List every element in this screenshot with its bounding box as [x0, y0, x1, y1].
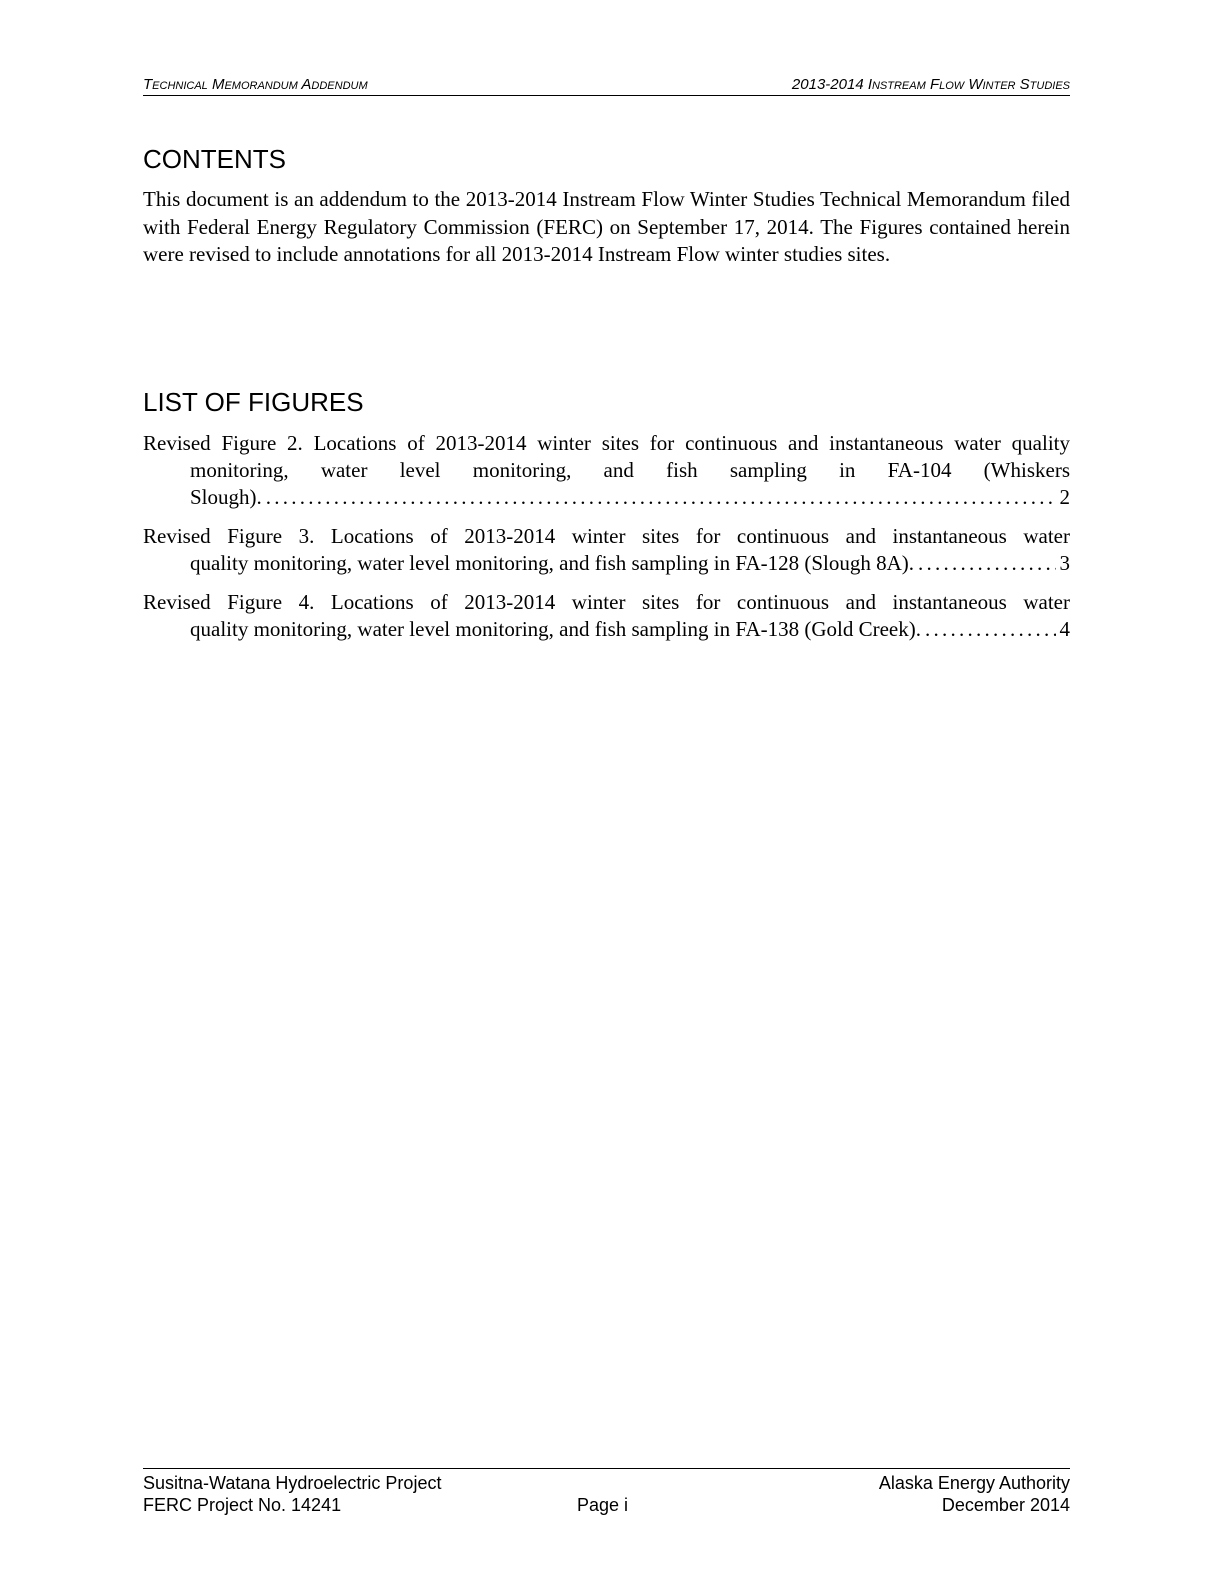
figure-entry-leader-row: [190, 550, 1070, 577]
figure-entry-leader-row: [190, 616, 1070, 643]
footer-authority: Alaska Energy Authority: [878, 1473, 1070, 1493]
figure-entry-caption-end: Slough).: [190, 485, 262, 509]
contents-paragraph: This document is an addendum to the 2013-2014 Instream Flow Winter Studies Technical Memorandum filed with Federal Energy Regulatory Commission (FERC) on September 17, 2014. The Figures contained herein were revised to include annotations for all 2013-2014 Instream Flow winter studies sites.: [143, 187, 1070, 266]
figure-entry-leader-row: [190, 484, 1070, 511]
figure-entry-3[interactable]: [143, 523, 1070, 577]
footer-rule: [143, 1468, 1070, 1469]
figure-entry-2[interactable]: [143, 430, 1070, 511]
list-of-figures: [143, 430, 1070, 655]
footer-project-name: Susitna-Watana Hydroelectric Project: [143, 1473, 442, 1493]
figure-entry-caption-end: quality monitoring, water level monitoring, and fish sampling in FA-138 (Gold Creek).: [190, 617, 921, 641]
figure-entry-caption: Revised Figure 2. Locations of 2013-2014 winter sites for continuous and instantaneous water quality monitoring, water level monitoring, and fish sampling in FA-104 (Whiskers: [143, 431, 1070, 482]
figure-page-number: 4: [1059, 617, 1070, 641]
header-left-title: Technical Memorandum Addendum: [143, 76, 368, 93]
figure-entry-caption-end: quality monitoring, water level monitoring, and fish sampling in FA-128 (Slough 8A).: [190, 551, 915, 575]
footer-page-number: Page i: [577, 1495, 629, 1515]
contents-heading: CONTENTS: [143, 144, 286, 174]
figure-page-number: 3: [1059, 551, 1070, 575]
list-of-figures-heading: LIST OF FIGURES: [143, 387, 364, 417]
footer-date: December 2014: [941, 1495, 1070, 1515]
footer-ferc-number: FERC Project No. 14241: [143, 1495, 342, 1515]
running-header: [143, 72, 1070, 96]
footer-row-2: [143, 1494, 1070, 1516]
dot-leader: [918, 550, 1055, 577]
figure-entry-caption: Revised Figure 3. Locations of 2013-2014 winter sites for continuous and instantaneous water: [143, 524, 1070, 548]
figure-page-number: 2: [1059, 485, 1070, 509]
footer-row-1: [143, 1472, 1070, 1494]
dot-leader: [925, 616, 1056, 643]
header-right-title: 2013-2014 Instream Flow Winter Studies: [791, 76, 1070, 93]
page-footer: [143, 1472, 1070, 1516]
dot-leader: [266, 484, 1056, 511]
figure-entry-4[interactable]: [143, 589, 1070, 643]
figure-entry-caption: Revised Figure 4. Locations of 2013-2014 winter sites for continuous and instantaneous water: [143, 590, 1070, 614]
